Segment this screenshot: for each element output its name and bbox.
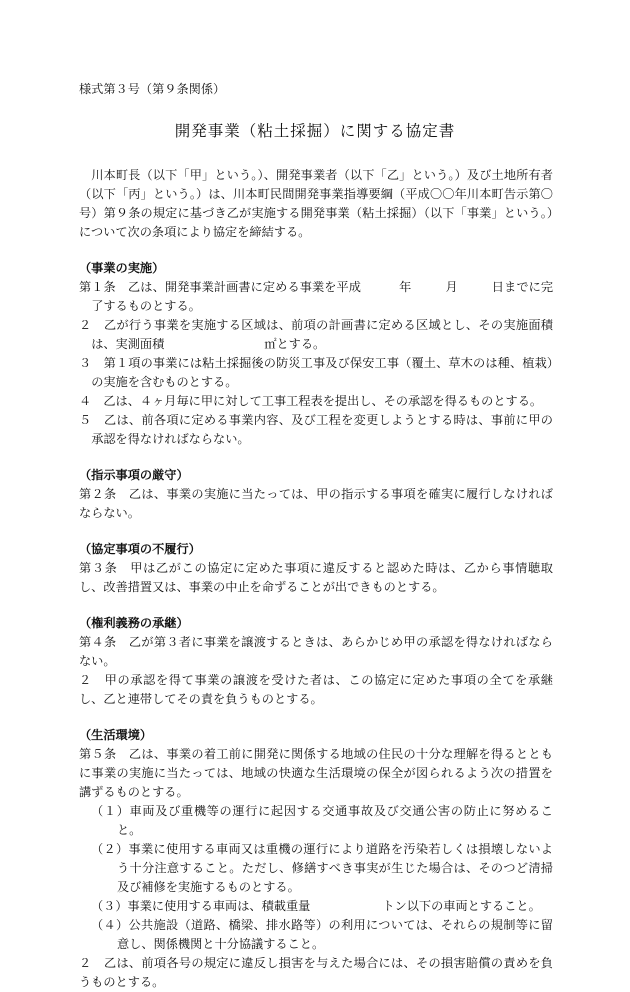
document-title: 開発事業（粘土採掘）に関する協定書: [174, 122, 456, 140]
article-4-heading: （権利義務の承継）: [79, 616, 189, 630]
area-unit: ㎡とする。: [264, 337, 326, 351]
article-1-text: 第１条 乙は、開発事業計画書に定める事業を平成: [79, 280, 362, 294]
article-5-item-4: （４）公共施設（道路、橋梁、排水路等）の利用については、それらの規制等に留意し、関係機関と十分協議すること。: [91, 918, 553, 951]
article-5-item-2: （２）事業に使用する車両又は重機の運行により道路を汚染若しくは損壊しないよう十分注意すること。ただし、修繕すべき事実が生じた場合は、そのつど清掃及び補修を実施するものとする。: [91, 842, 553, 894]
article-2-paragraph-1: 第２条 乙は、事業の実施に当たっては、甲の指示する事項を確実に履行しなければならない。: [79, 487, 553, 520]
load-unit-text: トン以下の車両とすること。: [382, 899, 541, 913]
article-1-paragraph-3: ３ 第１項の事業には粘土採掘後の防災工事及び保安工事（覆土、草木のは種、植栽）の実施を含むものとする。: [79, 356, 553, 389]
article-1-paragraph-1: [79, 278, 553, 316]
article-3-heading: （協定事項の不履行）: [79, 542, 201, 556]
article-5-paragraph-1: 第５条 乙は、事業の着工前に開発に関係する地域の住民の十分な理解を得るとともに事業の実施に当たっては、地域の快適な生活環境の保全が図られるよう次の措置を講ずるものとする。: [79, 747, 553, 799]
form-number: 様式第３号（第９条関係）: [79, 82, 226, 96]
article-5-item-1: （１）車両及び重機等の運行に起因する交通事故及び交通公害の防止に努めること。: [91, 804, 553, 837]
article-5-paragraph-2: ２ 乙は、前項各号の規定に違反し損害を与えた場合には、その損害賠償の責めを負うものとする。: [79, 956, 553, 989]
load-text: （３）事業に使用する車両は、積載重量: [91, 899, 311, 913]
preamble: 川本町長（以下「甲」という。）、開発事業者（以下「乙」という。）及び土地所有者（以下「丙」という。）は、川本町民間開発事業指導要綱（平成〇〇年川本町告示第〇号）第９条の規定に基づき乙が実施する開発事業（粘土採掘）（以下「事業」という。）について次の条項により協定を締結する。: [79, 168, 553, 239]
agreement-body: [79, 166, 553, 992]
article-3-paragraph-1: 第３条 甲は乙がこの協定に定めた事項に違反すると認めた時は、乙から事情聴取し、改善措置又は、事業の中止を命ずることが出できものとする。: [79, 561, 553, 594]
area-text: ２ 乙が行う事業を実施する区域は、前項の計画書に定める区域とし、その実施面積は、実測面積: [79, 318, 553, 351]
year-label: 年: [399, 280, 412, 294]
completion-text: 日までに完了するものとする。: [91, 280, 554, 313]
article-5-item-3: [79, 897, 553, 916]
month-label: 月: [445, 280, 458, 294]
article-1-paragraph-5: ５ 乙は、前各項に定める事業内容、及び工程を変更しようとする時は、事前に甲の承認を得なければならない。: [79, 413, 553, 446]
article-1-paragraph-4: ４ 乙は、４ヶ月毎に甲に対して工事工程表を提出し、その承認を得るものとする。: [79, 394, 543, 408]
article-2-heading: （指示事項の厳守）: [79, 468, 189, 482]
article-4-paragraph-1: 第４条 乙が第３者に事業を譲渡するときは、あらかじめ甲の承認を得なければならない。: [79, 635, 553, 668]
article-1-paragraph-2: [79, 316, 553, 354]
article-4-paragraph-2: ２ 甲の承認を得て事業の譲渡を受けた者は、この協定に定めた事項の全てを承継し、乙と連帯してその責を負うものとする。: [79, 673, 553, 706]
article-1-heading: （事業の実施）: [79, 261, 165, 275]
article-5-heading: （生活環境）: [79, 728, 153, 742]
